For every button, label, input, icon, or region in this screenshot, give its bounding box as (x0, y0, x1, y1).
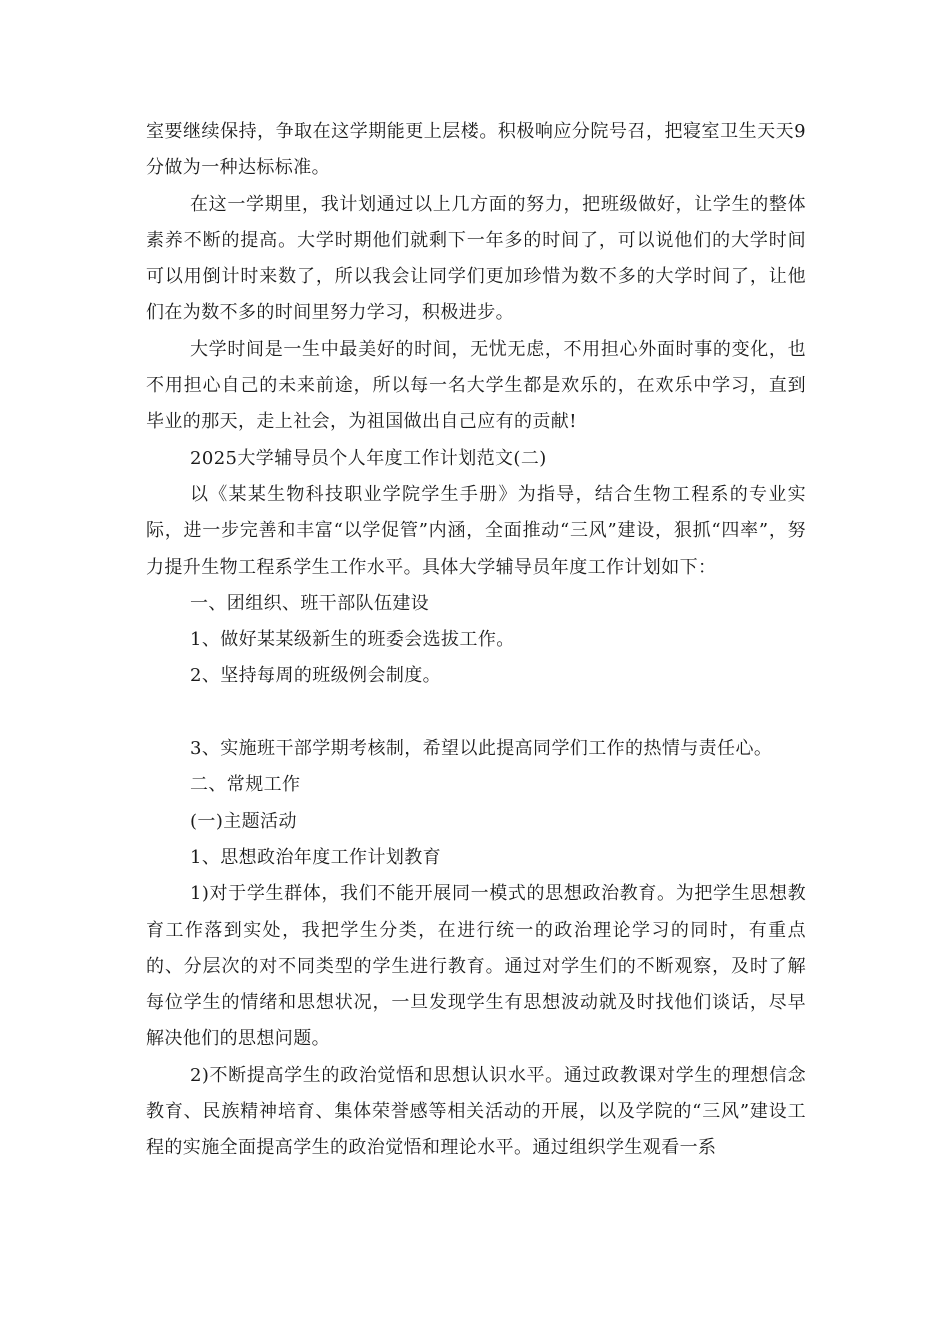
paragraph-semester-plan: 在这一学期里，我计划通过以上几方面的努力，把班级做好，让学生的整体素养不断的提高。大学时期他们就剩下一年多的时间了，可以说他们的大学时间可以用倒计时来数了，所以我会让同学们更加珍惜为数不多的大学时间了，让他们在为数不多的时间里努力学习，积极进步。 (146, 193, 806, 324)
list-item-2: 2、坚持每周的班级例会制度。 (190, 665, 442, 687)
paragraph-point-1: 1)对于学生群体，我们不能开展同一模式的思想政治教育。为把学生思想教育工作落到实处，我把学生分类，在进行统一的政治理论学习的同时，有重点的、分层次的对不同类型的学生进行教育。通过对学生们的不断观察，及时了解每位学生的情绪和思想状况，一旦发现学生有思想波动就及时找他们谈话，尽早解决他们的思想问题。 (146, 883, 806, 1050)
paragraph-continuation: 室要继续保持，争取在这学期能更上层楼。积极响应分院号召，把寝室卫生天天9分做为一种达标标准。 (146, 121, 806, 179)
paragraph-university-time: 大学时间是一生中最美好的时间，无忧无虑，不用担心外面时事的变化，也不用担心自己的未来前途，所以每一名大学生都是欢乐的，在欢乐中学习，直到毕业的那天，走上社会，为祖国做出自己应有的贡献! (146, 338, 806, 433)
paragraph-guidance: 以《某某生物科技职业学院学生手册》为指导，结合生物工程系的专业实际，进一步完善和丰富“以学促管”内涵，全面推动“三风”建设，狠抓“四率”，努力提升生物工程系学生工作水平。具体大学辅导员年度工作计划如下： (146, 483, 806, 578)
document-body (146, 114, 806, 1167)
subheading-political-education: 1、思想政治年度工作计划教育 (190, 846, 442, 868)
heading-team-building: 一、团组织、班干部队伍建设 (190, 592, 430, 614)
paragraph-point-2: 2)不断提高学生的政治觉悟和思想认识水平。通过政教课对学生的理想信念教育、民族精神培育、集体荣誉感等相关活动的开展，以及学院的“三风”建设工程的实施全面提高学生的政治觉悟和理论水平。通过组织学生观看一系 (146, 1064, 806, 1159)
list-item-3: 3、实施班干部学期考核制，希望以此提高同学们工作的热情与责任心。 (190, 738, 773, 760)
list-item-1: 1、做好某某级新生的班委会选拔工作。 (190, 629, 515, 651)
section-title: 2025大学辅导员个人年度工作计划范文(二) (190, 447, 547, 469)
subheading-theme-activities: (一)主题活动 (190, 810, 297, 832)
heading-routine-work: 二、常规工作 (190, 774, 301, 796)
blank-line (146, 695, 806, 731)
